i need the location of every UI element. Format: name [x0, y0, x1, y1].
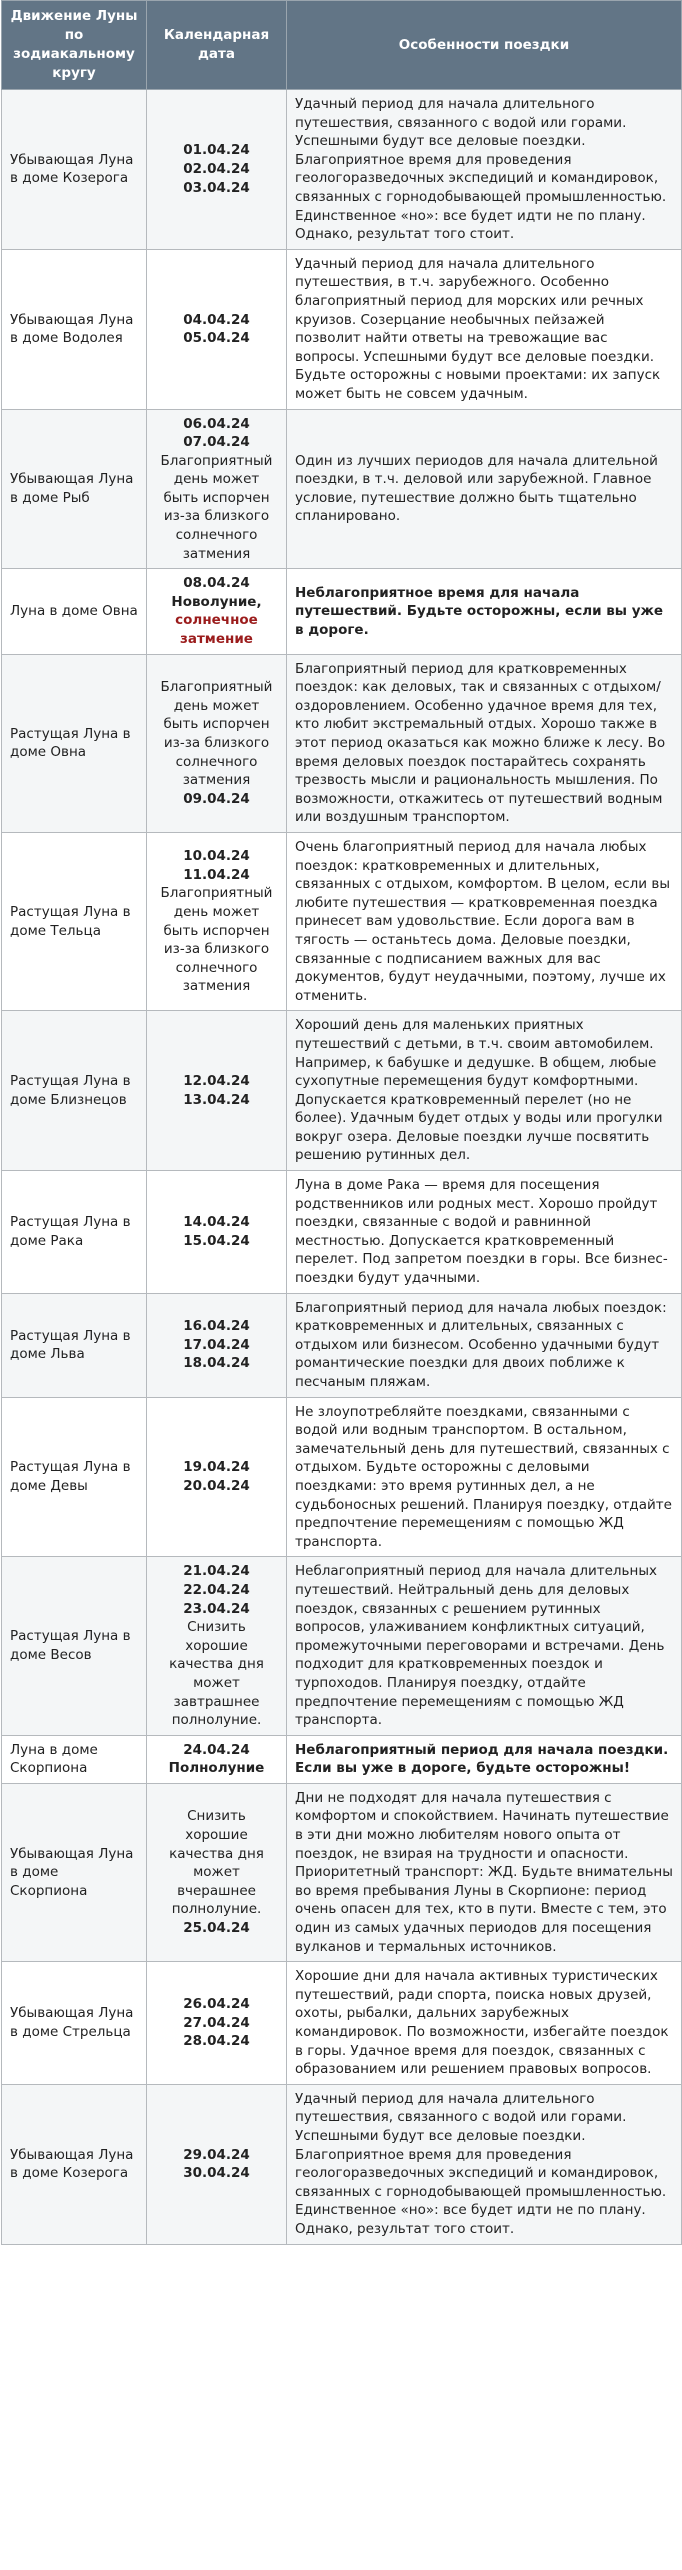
table-row: [2, 1557, 682, 1735]
date-value: 30.04.24: [183, 2165, 250, 2182]
date-value: 22.04.24: [183, 1581, 250, 1598]
date-value: 10.04.24: [183, 848, 250, 865]
table-row: [2, 1011, 682, 1171]
moon-phase-cell: Растущая Луна в доме Тельца: [2, 832, 147, 1010]
date-cell: [147, 1011, 287, 1171]
trip-description-cell: Удачный период для начала длительного путешествия, связанного с водой или горами. Успешными будут все деловые поездки. Благоприятное время для проведения геологоразведочных экспедиций и командировок, связанных с горнодобывающей промышленностью. Единственное «но»: все будет идти не по плану. Однако, результат того стоит.: [287, 90, 682, 250]
date-value: 03.04.24: [183, 179, 250, 196]
date-value: 21.04.24: [183, 1563, 250, 1580]
table-row: [2, 1397, 682, 1557]
date-cell: [147, 1171, 287, 1294]
date-note: Благоприятный день может быть испорчен из-за близкого солнечного затмения: [160, 885, 273, 995]
table-row: [2, 1783, 682, 1961]
table-row: [2, 832, 682, 1010]
date-value: 09.04.24: [183, 790, 250, 807]
date-note: Благоприятный день может быть испорчен из-за близкого солнечного затмения: [160, 679, 273, 789]
moon-travel-table: [1, 0, 682, 2245]
moon-phase-cell: Луна в доме Скорпиона: [2, 1735, 147, 1783]
trip-description-cell: Неблагоприятный период для начала длительных путешествий. Нейтральный день для деловых поездок, связанных с решением рутинных вопросов, улаживанием конфликтных ситуаций, промежуточными переговорами и встречами. День подходит для кратковременных поездок и турпоходов. Планируя поездку, отдайте предпочтение перемещениям с помощью ЖД транспорта.: [287, 1557, 682, 1735]
header-calendar-date: Календарная дата: [147, 1, 287, 90]
moon-phase-cell: Растущая Луна в доме Девы: [2, 1397, 147, 1557]
date-value: 16.04.24: [183, 1318, 250, 1335]
date-value: 05.04.24: [183, 330, 250, 347]
date-value: 18.04.24: [183, 1355, 250, 1372]
date-cell: [147, 90, 287, 250]
trip-description-cell: Благоприятный период для кратковременных поездок: как деловых, так и связанных с отдыхом/оздоровлением. Особенно удачное время для тех, кто любит экстремальный отдых. Хорошо также в этот период оказаться как можно ближе к лесу. Во время деловых поездок постарайтесь сохранять трезвость мысли и рациональность мышления. По возможности, откажитесь от путешествий водным или воздушным транспортом.: [287, 654, 682, 832]
table-row: [2, 249, 682, 409]
moon-phase-cell: Убывающая Луна в доме Водолея: [2, 249, 147, 409]
date-value: Новолуние,: [171, 593, 262, 610]
date-cell: [147, 1962, 287, 2085]
date-value: Полнолуние: [168, 1760, 265, 1777]
moon-phase-cell: Растущая Луна в доме Весов: [2, 1557, 147, 1735]
date-value: 17.04.24: [183, 1336, 250, 1353]
moon-phase-cell: Убывающая Луна в доме Козерога: [2, 2084, 147, 2244]
header-moon-movement: Движение Луны по зодиакальному кругу: [2, 1, 147, 90]
date-value: 20.04.24: [183, 1477, 250, 1494]
date-note: Снизить хорошие качества дня может вчерашнее полнолуние.: [169, 1808, 264, 1918]
date-cell: [147, 2084, 287, 2244]
date-cell: [147, 654, 287, 832]
date-value: 06.04.24: [183, 415, 250, 432]
table-row: [2, 1735, 682, 1783]
date-value: 08.04.24: [183, 575, 250, 592]
date-value: 27.04.24: [183, 2014, 250, 2031]
date-cell: [147, 1735, 287, 1783]
moon-phase-cell: Растущая Луна в доме Овна: [2, 654, 147, 832]
date-value: 14.04.24: [183, 1214, 250, 1231]
trip-description-cell: Дни не подходят для начала путешествия с комфортом и спокойствием. Начинать путешествие в эти дни можно любителям нового опыта от поездок, не взирая на трудности и опасности. Приоритетный транспорт: ЖД. Будьте внимательны во время пребывания Луны в Скорпионе: период очень опасен для тех, кто в пути. Вместе с тем, это один из самых удачных периодов для посещения вулканов и термальных источников.: [287, 1783, 682, 1961]
moon-phase-cell: Растущая Луна в доме Льва: [2, 1293, 147, 1397]
date-value: 12.04.24: [183, 1073, 250, 1090]
date-value: 04.04.24: [183, 311, 250, 328]
date-value: 19.04.24: [183, 1459, 250, 1476]
date-cell: [147, 1293, 287, 1397]
date-note: Снизить хорошие качества дня может завтрашнее полнолуние.: [169, 1619, 264, 1729]
date-cell: [147, 1557, 287, 1735]
moon-phase-cell: Убывающая Луна в доме Козерога: [2, 90, 147, 250]
table-row: [2, 409, 682, 569]
table-row: [2, 569, 682, 654]
trip-description-cell: Луна в доме Рака — время для посещения родственников или родных мест. Хорошо пройдут поездки, связанные с водой и равнинной местностью. Допускается кратковременный перелет. Под запретом поездки в горы. Все бизнес-поездки будут удачными.: [287, 1171, 682, 1294]
trip-description-cell: Неблагоприятный период для начала поездки. Если вы уже в дороге, будьте осторожны!: [287, 1735, 682, 1783]
trip-description-cell: Благоприятный период для начала любых поездок: кратковременных и длительных, связанных с отдыхом или бизнесом. Особенно удачными будут романтические поездки для двоих поближе к песчаным пляжам.: [287, 1293, 682, 1397]
table-body: [2, 90, 682, 2245]
table-row: [2, 90, 682, 250]
moon-phase-cell: Убывающая Луна в доме Скорпиона: [2, 1783, 147, 1961]
trip-description-cell: Неблагоприятное время для начала путешествий. Будьте осторожны, если вы уже в дороге.: [287, 569, 682, 654]
date-value: 23.04.24: [183, 1600, 250, 1617]
trip-description-cell: Хороший день для маленьких приятных путешествий с детьми, в т.ч. своим автомобилем. Например, к бабушке и дедушке. В общем, любые сухопутные перемещения будут комфортными. Допускается кратковременный перелет (но не более). Удачным будет отдых у воды или прогулки вокруг озера. Деловые поездки лучше посвятить решению рутинных дел.: [287, 1011, 682, 1171]
date-value: 11.04.24: [183, 866, 250, 883]
moon-phase-cell: Растущая Луна в доме Близнецов: [2, 1011, 147, 1171]
header-trip-features: Особенности поездки: [287, 1, 682, 90]
table-row: [2, 1962, 682, 2085]
table-header-row: [2, 1, 682, 90]
date-cell: [147, 569, 287, 654]
moon-phase-cell: Убывающая Луна в доме Рыб: [2, 409, 147, 569]
moon-phase-cell: Убывающая Луна в доме Стрельца: [2, 1962, 147, 2085]
moon-phase-cell: Растущая Луна в доме Рака: [2, 1171, 147, 1294]
table-row: [2, 2084, 682, 2244]
trip-description-cell: Удачный период для начала длительного путешествия, в т.ч. зарубежного. Особенно благоприятный период для морских или речных круизов. Созерцание необычных пейзажей позволит найти ответы на тревожащие вас вопросы. Успешными будут все деловые поездки. Будьте осторожны с новыми проектами: их запуск может быть не совсем удачным.: [287, 249, 682, 409]
date-value: 29.04.24: [183, 2146, 250, 2163]
eclipse-label: солнечное затмение: [175, 612, 258, 648]
date-cell: [147, 1397, 287, 1557]
table-row: [2, 1171, 682, 1294]
date-value: 02.04.24: [183, 161, 250, 178]
date-value: 26.04.24: [183, 1996, 250, 2013]
date-value: 07.04.24: [183, 434, 250, 451]
date-value: 15.04.24: [183, 1232, 250, 1249]
date-cell: [147, 409, 287, 569]
moon-phase-cell: Луна в доме Овна: [2, 569, 147, 654]
table-row: [2, 1293, 682, 1397]
trip-description-cell: Очень благоприятный период для начала любых поездок: кратковременных и длительных, связанных с отдыхом, комфортом. В целом, если вы любите путешествия — кратковременная поездка принесет вам удовольствие. Если дорога вам в тягость — останьтесь дома. Деловые поездки, связанные с подписанием важных для вас документов, будут неудачными, поэтому, лучше их отменить.: [287, 832, 682, 1010]
date-cell: [147, 249, 287, 409]
date-cell: [147, 832, 287, 1010]
table-row: [2, 654, 682, 832]
date-value: 01.04.24: [183, 142, 250, 159]
trip-description-cell: Один из лучших периодов для начала длительной поездки, в т.ч. деловой или зарубежной. Главное условие, путешествие должно быть тщательно спланировано.: [287, 409, 682, 569]
date-cell: [147, 1783, 287, 1961]
date-value: 13.04.24: [183, 1091, 250, 1108]
trip-description-cell: Хорошие дни для начала активных туристических путешествий, ради спорта, поиска новых друзей, охоты, рыбалки, дальних зарубежных командировок. По возможности, избегайте поездок в горы. Удачное время для поездок, связанных с образованием или решением правовых вопросов.: [287, 1962, 682, 2085]
date-value: 25.04.24: [183, 1920, 250, 1937]
trip-description-cell: Удачный период для начала длительного путешествия, связанного с водой или горами. Успешными будут все деловые поездки. Благоприятное время для проведения геологоразведочных экспедиций и командировок, связанных с горнодобывающей промышленностью. Единственное «но»: все будет идти не по плану. Однако, результат того стоит.: [287, 2084, 682, 2244]
date-note: Благоприятный день может быть испорчен из-за близкого солнечного затмения: [160, 452, 273, 562]
trip-description-cell: Не злоупотребляйте поездками, связанными с водой или водным транспортом. В остальном, замечательный день для путешествий, связанных с отдыхом. Будьте осторожны с деловыми поездками: это время рутинных дел, а не судьбоносных решений. Планируя поездку, отдайте предпочтение перемещениям с помощью ЖД транспорта.: [287, 1397, 682, 1557]
date-value: 28.04.24: [183, 2033, 250, 2050]
date-value: 24.04.24: [183, 1741, 250, 1758]
